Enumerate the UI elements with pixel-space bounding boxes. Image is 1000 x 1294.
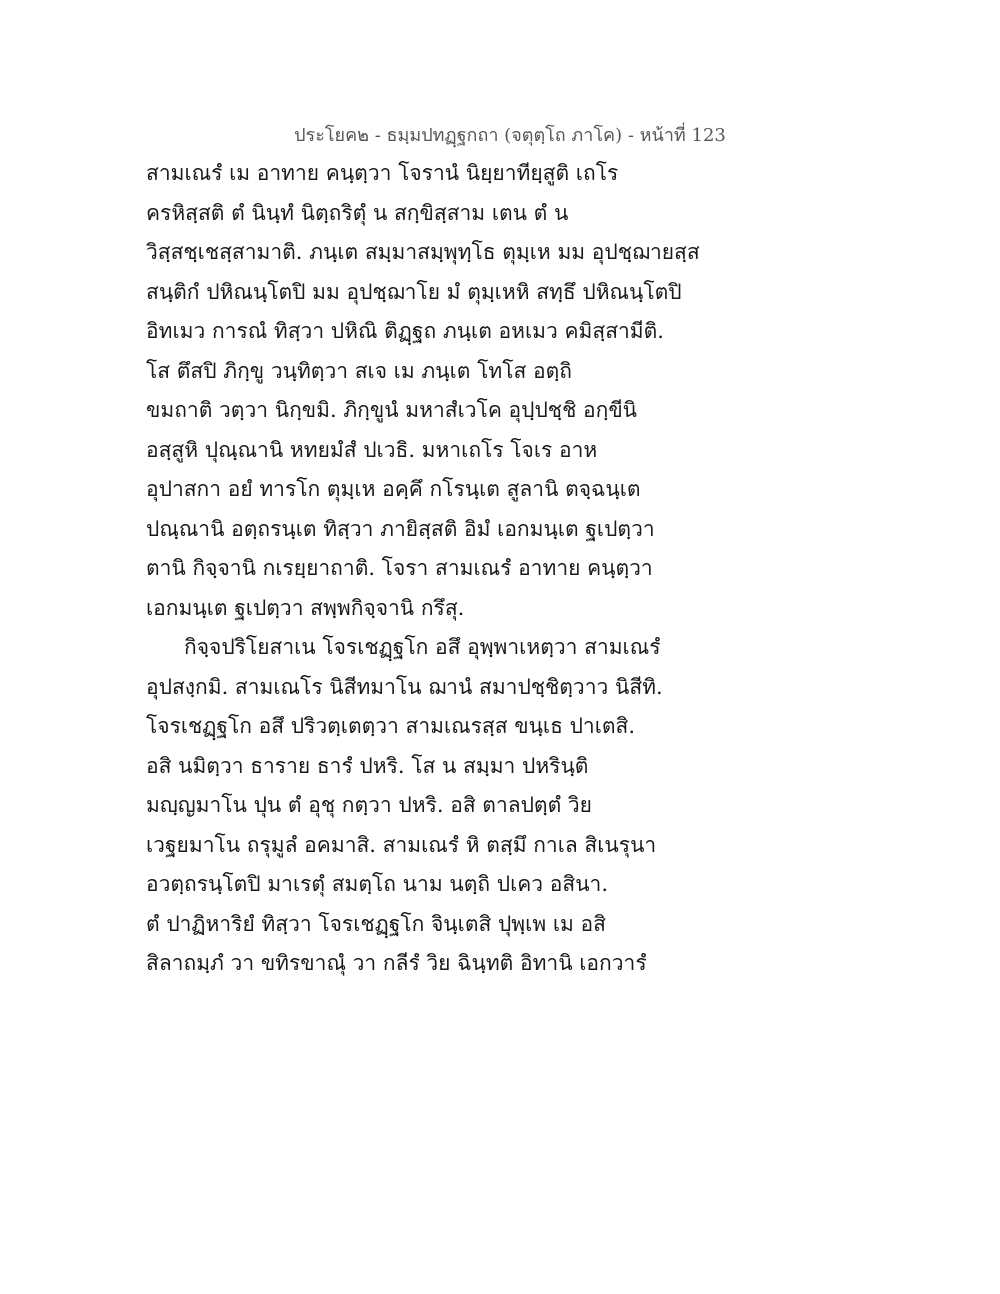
text-line: อสฺสูหิ ปุณฺณานิ หทยมํสํ ปเวธิ. มหาเถโร โจเร อาห	[146, 437, 598, 462]
text-line: วิสฺสชฺเชสฺสามาติ. ภนฺเต สมฺมาสมฺพุทฺโธ ตุมฺเห มม อุปชฺฌายสฺส	[146, 240, 700, 264]
text-line: อวตฺถรนฺโตปิ มาเรตุํ สมตฺโถ นาม นตฺถิ ปเคว อสินา.	[146, 872, 609, 896]
text-line: สามเณรํ เม อาทาย คนฺตฺวา โจรานํ นิยฺยาทียฺสูติ เถโร	[146, 161, 619, 185]
text-line: ครหิสฺสติ ตํ นินฺทํ นิตฺถริตุํ น สกฺขิสฺสาม เตน ตํ น	[146, 200, 569, 225]
text-line: สิลาถมฺภํ วา ขทิรขาณุํ วา กลีรํ วิย ฉินฺทติ อิทานิ เอกวารํ	[146, 951, 647, 975]
text-line: ปณฺณานิ อตฺถรนฺเต ทิสฺวา ภายิสฺสติ อิมํ เอกมนฺเต ฐเปตฺวา	[146, 516, 655, 541]
text-line: สนฺติกํ ปหิณนฺโตปิ มม อุปชฺฌาโย มํ ตุมฺเหหิ สทฺธึ ปหิณนฺโตปิ	[146, 279, 682, 304]
text-line: มญฺญมาโน ปุน ตํ อุชุ กตฺวา ปหริ. อสิ ตาลปตฺตํ วิย	[146, 793, 592, 817]
text-line: อุปสงฺกมิ. สามเณโร นิสีทมาโน ฌานํ สมาปชฺชิตฺวาว นิสีทิ.	[146, 674, 663, 699]
text-line: เอกมนฺเต ฐเปตฺวา สพฺพกิจฺจานิ กรึสุ.	[146, 595, 465, 620]
running-header: ประโยค๒ - ธมฺมปทฏฺฐกถา (จตุตฺโถ ภาโค) - หน้าที่ 123	[294, 125, 726, 146]
paragraph-start-line: กิจฺจปริโยสาเน โจรเชฏฺฐโก อสึ อุพฺพาเหตฺวา สามเณรํ	[184, 635, 661, 659]
text-line: โส ตึสปิ ภิกฺขู วนฺทิตฺวา สเจ เม ภนฺเต โทโส อตฺถิ	[146, 358, 572, 383]
text-line: อิทเมว การณํ ทิสฺวา ปหิณิ ติฏฺฐถ ภนฺเต อหเมว คมิสฺสามีติ.	[146, 319, 664, 343]
text-line: เวฐยมาโน ถรุมูลํ อคมาสิ. สามเณรํ หิ ตสฺมึ กาเล สิเนรุนา	[146, 832, 657, 857]
text-line: ขมถาติ วตฺวา นิกฺขมิ. ภิกฺขูนํ มหาสํเวโค อุปฺปชฺชิ อกฺขีนิ	[146, 398, 638, 422]
text-line: โจรเชฏฺฐโก อสึ ปริวตฺเตตฺวา สามเณรสฺส ขนฺเธ ปาเตสิ.	[146, 714, 636, 738]
text-line: อุปาสกา อยํ ทารโก ตุมฺเห อคฺคึ กโรนฺเต สูลานิ ตจฺฉนฺเต	[146, 477, 641, 501]
text-line: ตํ ปาฏิหาริยํ ทิสฺวา โจรเชฏฺฐโก จินฺเตสิ ปุพฺเพ เม อสิ	[146, 911, 606, 936]
text-line: ตานิ กิจฺจานิ กเรยฺยาถาติ. โจรา สามเณรํ อาทาย คนฺตฺวา	[146, 556, 653, 580]
text-line: อสิ นมิตฺวา ธาราย ธารํ ปหริ. โส น สมฺมา ปหรินฺติ	[146, 753, 589, 778]
body-text	[146, 154, 700, 984]
